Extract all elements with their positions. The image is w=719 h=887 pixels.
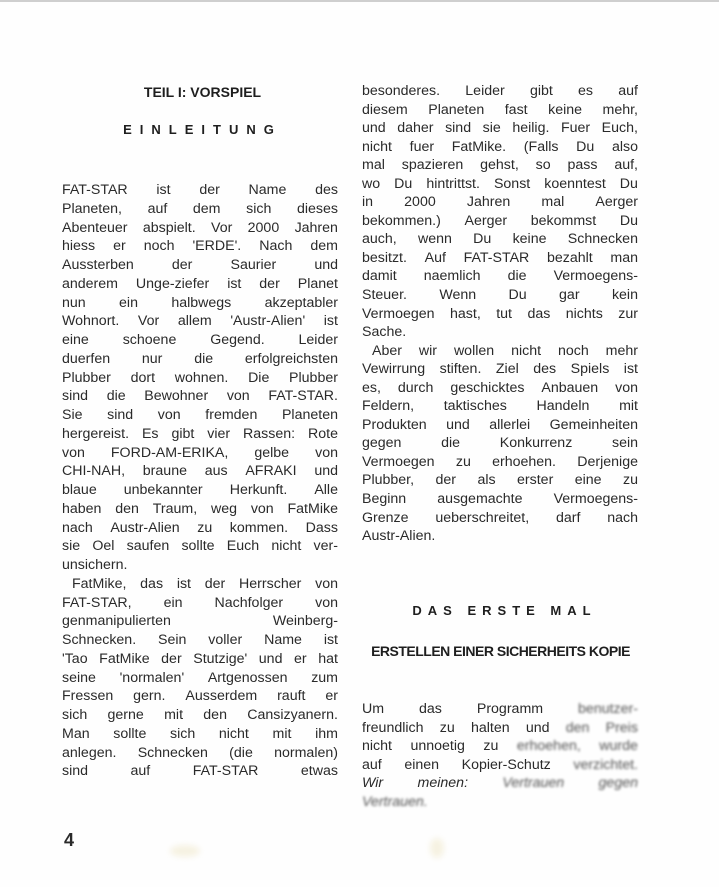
text-line: blaue unbekannter Herkunft. Alle	[62, 482, 338, 498]
text-line: seine 'normalen' Artgenossen zum	[62, 669, 338, 686]
text-line: gegen die Konkurrenz sein	[362, 435, 638, 452]
text-line: damit naemlich die Vermoegens-	[362, 268, 638, 285]
text-line: mal spazieren gehst, so pass auf,	[362, 157, 638, 174]
text-line: es, durch geschicktes Anbauen von	[362, 379, 638, 396]
text-line: Feldern, taktisches Handeln mit	[362, 398, 638, 415]
text-line: Wir meinen: Vertrauen gegen	[362, 775, 638, 792]
text-line: Aussterben der Saurier und	[62, 257, 338, 273]
subsubsection-title: ERSTELLEN EINER SICHERHEITS KOPIE	[371, 643, 630, 659]
text-line: Austr-Alien.	[362, 528, 436, 545]
subsection-title: DAS ERSTE MAL	[412, 603, 597, 618]
text-line: hergereist. Es gibt vier Rassen: Rote	[62, 425, 338, 442]
text-line: Schnecken. Sein voller Name ist	[62, 632, 338, 648]
text-line: sich gerne mit den Cansizyanern.	[62, 707, 338, 723]
text-line: FatMike, das ist der Herrscher von	[72, 575, 338, 592]
text-line: nicht fuer FatMike. (Falls Du also	[362, 138, 638, 155]
text-line: diesem Planeten fast keine mehr,	[362, 101, 638, 118]
text-line: Planeten, auf dem sich dieses	[62, 200, 338, 217]
text-line: anderem Unge-ziefer ist der Planet	[62, 275, 338, 292]
text-line: Steuer. Wenn Du gar kein	[362, 287, 638, 304]
text-line: hiess er noch 'ERDE'. Nach dem	[62, 238, 338, 255]
text-line: unsichern.	[62, 557, 128, 573]
text-line: 'Tao FatMike der Stutzige' und er hat	[62, 650, 338, 667]
copy-protection-paragraph	[362, 700, 638, 812]
text-line: haben den Traum, weg von FatMike	[62, 500, 338, 517]
text-line: FAT-STAR ist der Name des	[62, 182, 338, 198]
text-line: wo Du hintrittst. Sonst koenntest Du	[362, 175, 638, 192]
text-line: nun ein halbwegs akzeptabler	[62, 294, 338, 311]
text-line: auf einen Kopier-Schutz verzichtet.	[362, 756, 638, 773]
text-line: von FORD-AM-ERIKA, gelbe von	[62, 444, 338, 461]
part-title: TEIL I: VORSPIEL	[143, 84, 262, 100]
text-line: Fressen gern. Ausserdem rauft er	[62, 688, 338, 705]
text-line: duerfen nur die erfolgreichsten	[62, 350, 338, 367]
section-title: EINLEITUNG	[123, 122, 282, 137]
text-line: nach Austr-Alien zu kommen. Dass	[62, 519, 338, 536]
text-line: Sache.	[362, 324, 407, 341]
text-line: Sie sind von fremden Planeten	[62, 407, 338, 423]
text-line: besonderes. Leider gibt es auf	[362, 83, 638, 99]
left-column	[62, 181, 338, 781]
text-line: sind auf FAT-STAR etwas	[62, 763, 338, 780]
text-line: Man sollte sich nicht mit ihm	[62, 725, 338, 742]
text-line: FAT-STAR, ein Nachfolger von	[62, 594, 338, 611]
text-line: sie Oel saufen sollte Euch nicht ver-	[62, 538, 338, 555]
text-line: Produkten und allerlei Gemeinheiten	[362, 416, 638, 433]
text-line: Vewirrung stiften. Ziel des Spiels ist	[362, 361, 638, 378]
text-line: nicht unnoetig zu erhoehen, wurde	[362, 738, 638, 755]
text-line: Vermoegen zu erhoehen. Derjenige	[362, 453, 638, 470]
text-line: Aber wir wollen nicht noch mehr	[372, 342, 638, 359]
page-number: 4	[64, 830, 75, 850]
text-line: genmanipulierten Weinberg-	[62, 613, 338, 630]
text-line: auch, wenn Du keine Schnecken	[362, 231, 638, 248]
text-line: Plubber dort wohnen. Die Plubber	[62, 369, 338, 386]
text-line: eine schoene Gegend. Leider	[62, 332, 338, 348]
text-line: CHI-NAH, braune aus AFRAKI und	[62, 463, 338, 480]
text-line: und daher sind sie heilig. Fuer Euch,	[362, 120, 638, 137]
text-line: Vertrauen.	[362, 793, 428, 810]
text-line: bekommen.) Aerger bekommst Du	[362, 212, 638, 229]
text-line: anlegen. Schnecken (die normalen)	[62, 744, 338, 761]
text-line: sind die Bewohner von FAT-STAR.	[62, 388, 338, 405]
text-line: Vermoegen hast, tut das nichts zur	[362, 305, 638, 322]
text-line: freundlich zu halten und den Preis	[362, 719, 638, 736]
text-line: Beginn ausgemachte Vermoegens-	[362, 491, 638, 508]
right-column	[362, 82, 638, 546]
text-line: Wohnort. Vor allem 'Austr-Alien' ist	[62, 313, 338, 330]
paper-stain	[170, 845, 200, 857]
text-line: Plubber, der als erster eine zu	[362, 472, 638, 489]
text-line: Um das Programm benutzer-	[362, 701, 638, 717]
text-line: besitzt. Auf FAT-STAR bezahlt man	[362, 249, 638, 266]
text-line: Abenteuer abspielt. Vor 2000 Jahren	[62, 219, 338, 236]
text-line: Grenze ueberschreitet, darf nach	[362, 509, 638, 526]
text-line: in 2000 Jahren mal Aerger	[362, 194, 638, 211]
paper-stain	[430, 838, 444, 858]
